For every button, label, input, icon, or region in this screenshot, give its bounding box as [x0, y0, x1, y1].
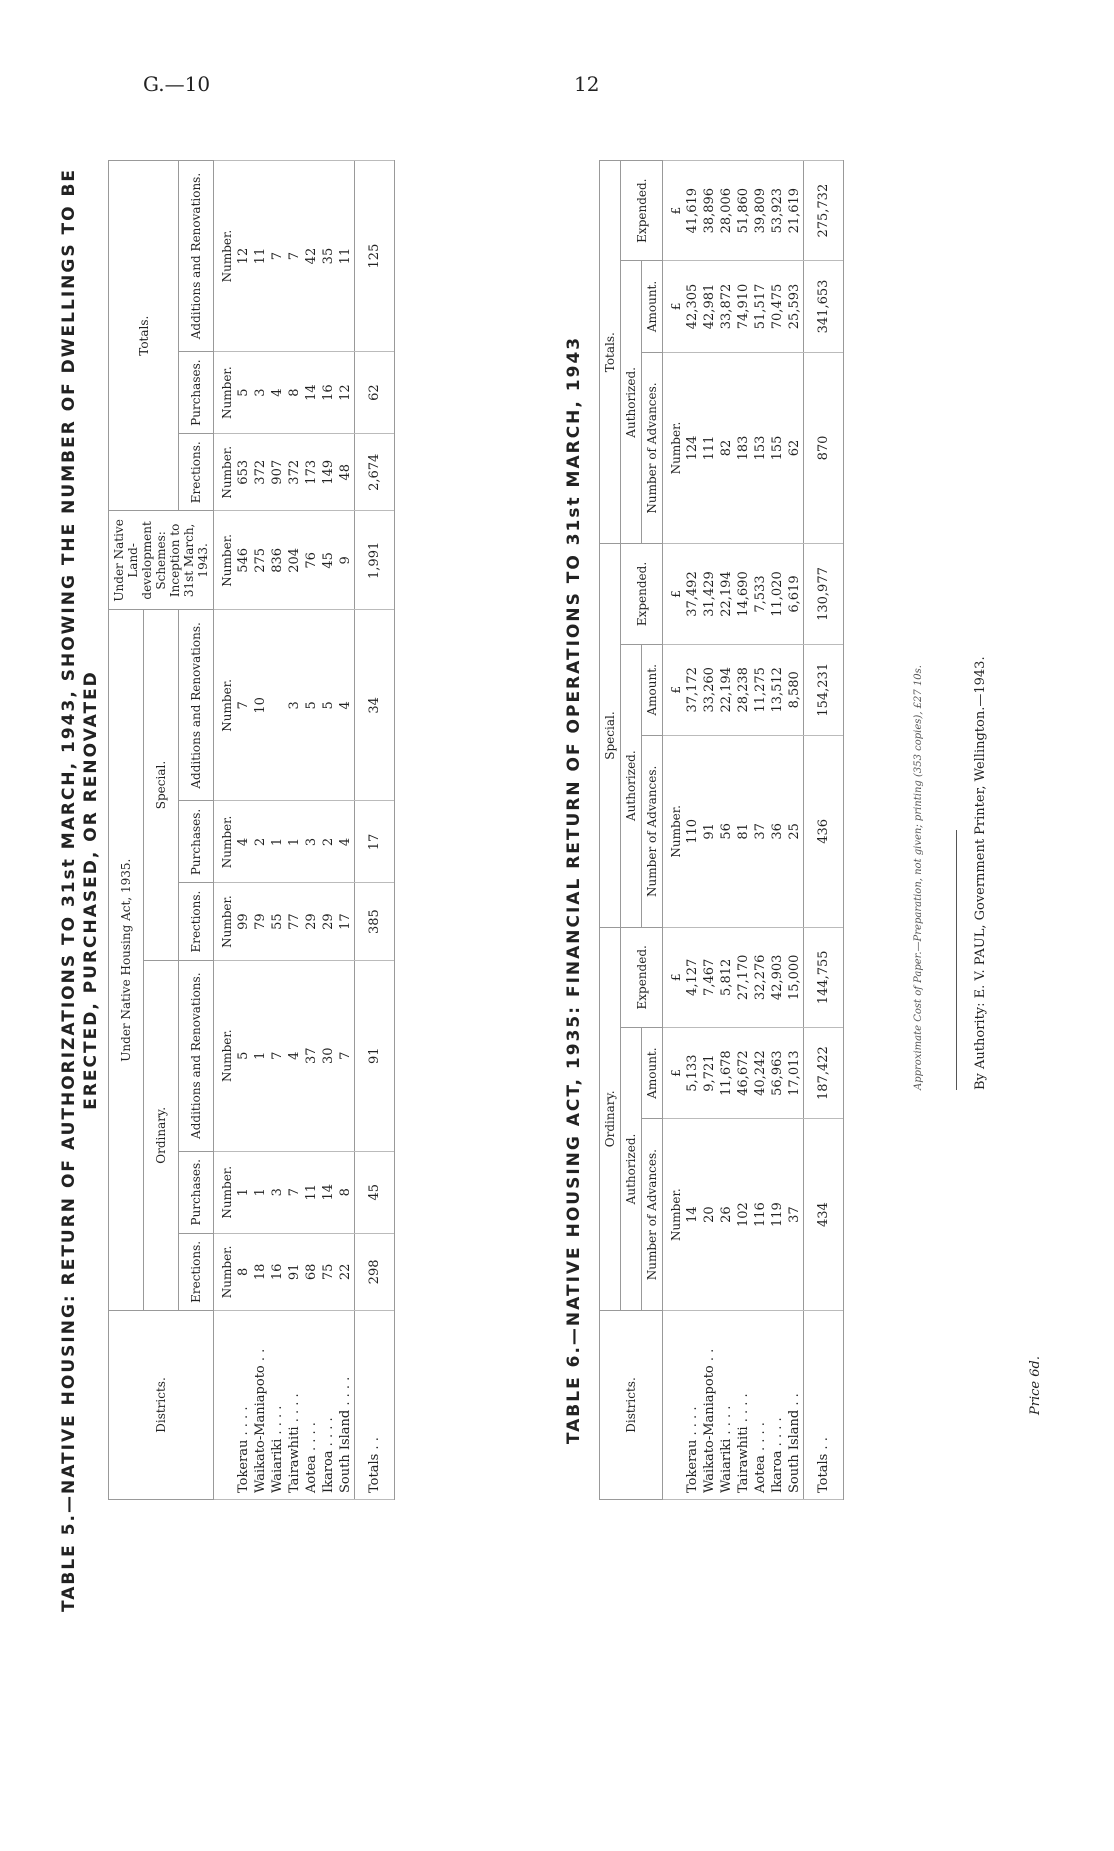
table-cell: 37,172	[684, 644, 701, 735]
table-cell: 4	[269, 352, 286, 434]
table-cell: 12	[337, 352, 355, 434]
table-cell: 149	[320, 434, 337, 511]
table-cell: 31,429	[701, 544, 718, 644]
table6-title: TABLE 6.—NATIVE HOUSING ACT, 1935: FINANCIAL RETURN OF OPERATIONS TO 31st MARCH, 1943	[564, 335, 584, 1445]
t6-head-amount: Amount.	[642, 261, 663, 352]
table-cell: 153	[752, 352, 769, 544]
t5-head-additions: Additions and Renovations.	[179, 610, 214, 801]
table-cell: 81	[735, 735, 752, 927]
table-cell: 4,127	[684, 927, 701, 1027]
table-cell: 1	[252, 960, 269, 1151]
table-cell: 14	[303, 352, 320, 434]
table-cell: 14,690	[735, 544, 752, 644]
district-name: Tokerau . . . .	[235, 1311, 252, 1500]
t6-head-authorized: Authorized.	[621, 644, 642, 927]
table-cell: 372	[252, 434, 269, 511]
t6-unit-cell: £	[663, 927, 685, 1027]
district-name: Waikato-Maniapoto . .	[252, 1311, 269, 1500]
table-cell: 3	[252, 352, 269, 434]
table-cell: 39,809	[752, 161, 769, 261]
totals-cell: 34	[355, 610, 395, 801]
t5-unit-cell: Number.	[214, 161, 236, 352]
table-cell: 8	[286, 352, 303, 434]
table-cell: 53,923	[769, 161, 786, 261]
table-cell: 17	[337, 883, 355, 960]
table-cell: 33,872	[718, 261, 735, 352]
t6-body	[663, 161, 844, 1500]
table-cell: 907	[269, 434, 286, 511]
totals-cell: 385	[355, 883, 395, 960]
district-name: South Island . . . .	[337, 1311, 355, 1500]
table-cell: 116	[752, 1119, 769, 1311]
divider	[956, 830, 957, 1090]
table-cell: 21,619	[786, 161, 804, 261]
t6-unit-cell: Number.	[663, 352, 685, 544]
table-cell: 124	[684, 352, 701, 544]
table-cell: 204	[286, 511, 303, 610]
table-row	[286, 161, 303, 1500]
table-row	[337, 161, 355, 1500]
table-cell: 45	[320, 511, 337, 610]
t5-head-erections: Erections.	[179, 434, 214, 511]
t6-totals-row	[804, 161, 844, 1500]
table-cell: 4	[337, 610, 355, 801]
totals-cell: 187,422	[804, 1027, 844, 1118]
t5-unit-blank	[214, 1311, 236, 1500]
table-cell: 51,517	[752, 261, 769, 352]
district-name: Tairawhiti . . . .	[735, 1311, 752, 1500]
district-name: Ikaroa . . . .	[769, 1311, 786, 1500]
totals-cell: 1,991	[355, 511, 395, 610]
t6-head-totals: Totals.	[600, 161, 621, 544]
table-cell: 33,260	[701, 644, 718, 735]
t6-unit-row	[663, 161, 685, 1500]
table-cell: 18	[252, 1233, 269, 1310]
table-cell: 4	[286, 960, 303, 1151]
totals-label: Totals . .	[804, 1311, 844, 1500]
t6-head-advances: Number of Advances.	[642, 352, 663, 544]
table5-title-line1: TABLE 5.—NATIVE HOUSING: RETURN OF AUTHORIZATIONS TO 31st MARCH, 1943, SHOWING THE NUMBER OF DWELLINGS TO BE	[59, 167, 79, 1613]
t5-head-districts: Districts.	[109, 1311, 214, 1500]
table-cell: 11,020	[769, 544, 786, 644]
t6-head-amount: Amount.	[642, 1027, 663, 1118]
t5-totals-row	[355, 161, 395, 1500]
table-cell: 25	[786, 735, 804, 927]
t6-unit-cell: Number.	[663, 1119, 685, 1311]
table-cell: 27,170	[735, 927, 752, 1027]
table-cell: 11,275	[752, 644, 769, 735]
table-row	[786, 161, 804, 1500]
totals-cell: 144,755	[804, 927, 844, 1027]
table-cell: 3	[269, 1151, 286, 1233]
table-cell: 102	[735, 1119, 752, 1311]
table-cell: 2	[252, 801, 269, 883]
district-name: Ikaroa . . . .	[320, 1311, 337, 1500]
t6-head-districts: Districts.	[600, 1311, 663, 1500]
table-cell: 8	[337, 1151, 355, 1233]
table-cell: 110	[684, 735, 701, 927]
table-cell: 41,619	[684, 161, 701, 261]
table-cell: 37,492	[684, 544, 701, 644]
t5-unit-cell: Number.	[214, 352, 236, 434]
t6-unit-cell: £	[663, 1027, 685, 1118]
table-row	[252, 161, 269, 1500]
table-cell: 17,013	[786, 1027, 804, 1118]
table-cell: 275	[252, 511, 269, 610]
table-cell: 42,903	[769, 927, 786, 1027]
table-cell: 7	[235, 610, 252, 801]
table-cell: 16	[320, 352, 337, 434]
table-cell: 5	[303, 610, 320, 801]
t5-head-totals: Totals.	[109, 161, 179, 511]
table-cell: 3	[303, 801, 320, 883]
table-row	[701, 161, 718, 1500]
t6-unit-cell: £	[663, 544, 685, 644]
t5-unit-cell: Number.	[214, 610, 236, 801]
table-cell: 82	[718, 352, 735, 544]
t5-head-additions: Additions and Renovations.	[179, 161, 214, 352]
table-cell: 5,812	[718, 927, 735, 1027]
totals-cell: 45	[355, 1151, 395, 1233]
table-cell: 7	[269, 960, 286, 1151]
table-row	[303, 161, 320, 1500]
table-cell: 111	[701, 352, 718, 544]
table-cell: 42,981	[701, 261, 718, 352]
t5-head-purchases: Purchases.	[179, 1151, 214, 1233]
totals-label: Totals . .	[355, 1311, 395, 1500]
totals-cell: 275,732	[804, 161, 844, 261]
t5-unit-cell: Number.	[214, 434, 236, 511]
t5-unit-cell: Number.	[214, 1233, 236, 1310]
table-cell: 7	[286, 1151, 303, 1233]
table-cell: 183	[735, 352, 752, 544]
table-cell: 74,910	[735, 261, 752, 352]
totals-cell: 91	[355, 960, 395, 1151]
table-cell: 99	[235, 883, 252, 960]
t5-head-act: Under Native Housing Act, 1935.	[109, 610, 144, 1311]
t6-unit-cell: £	[663, 161, 685, 261]
t5-head-additions: Additions and Renovations.	[179, 960, 214, 1151]
table-cell: 546	[235, 511, 252, 610]
table-cell: 11,678	[718, 1027, 735, 1118]
t5-head-purchases: Purchases.	[179, 352, 214, 434]
table-cell: 37	[303, 960, 320, 1151]
cost-note: Approximate Cost of Paper.—Preparation, not given; printing (353 copies), £27 10s.	[913, 665, 924, 1090]
t5-unit-cell: Number.	[214, 1151, 236, 1233]
table-cell: 1	[269, 801, 286, 883]
table-row	[320, 161, 337, 1500]
table-cell: 2	[320, 801, 337, 883]
table-cell: 11	[303, 1151, 320, 1233]
t5-head-land-dev: Under Native Land-development Schemes: Inception to 31st March, 1943.	[109, 511, 214, 610]
table5	[108, 160, 395, 1500]
table-cell: 76	[303, 511, 320, 610]
totals-cell: 125	[355, 161, 395, 352]
totals-cell: 154,231	[804, 644, 844, 735]
table-cell: 75	[320, 1233, 337, 1310]
table-cell: 173	[303, 434, 320, 511]
totals-cell: 62	[355, 352, 395, 434]
t5-head-ordinary: Ordinary.	[144, 960, 179, 1310]
table-cell: 7	[286, 161, 303, 352]
t6-head-authorized: Authorized.	[621, 1027, 642, 1310]
table-cell: 8	[235, 1233, 252, 1310]
table-cell: 46,672	[735, 1027, 752, 1118]
table-cell: 35	[320, 161, 337, 352]
t6-unit-cell: £	[663, 644, 685, 735]
t6-head-advances: Number of Advances.	[642, 1119, 663, 1311]
table-cell: 28,238	[735, 644, 752, 735]
table-cell: 7,467	[701, 927, 718, 1027]
table-cell: 26	[718, 1119, 735, 1311]
district-name: Tairawhiti . . . .	[286, 1311, 303, 1500]
table-row	[735, 161, 752, 1500]
table-cell: 7	[337, 960, 355, 1151]
t5-unit-cell: Number.	[214, 960, 236, 1151]
t5-head-special: Special.	[144, 610, 179, 960]
table-row	[752, 161, 769, 1500]
t6-head-expended: Expended.	[621, 927, 663, 1027]
table-cell: 40,242	[752, 1027, 769, 1118]
t5-unit-cell: Number.	[214, 883, 236, 960]
district-name: Waiariki . . . .	[718, 1311, 735, 1500]
page-number: 12	[574, 72, 600, 96]
table-cell: 9	[337, 511, 355, 610]
district-name: Aotea . . . .	[303, 1311, 320, 1500]
table-cell: 29	[320, 883, 337, 960]
t6-head-authorized: Authorized.	[621, 261, 642, 544]
table-cell: 56,963	[769, 1027, 786, 1118]
district-name: Waiariki . . . .	[269, 1311, 286, 1500]
table-cell: 4	[235, 801, 252, 883]
t6-head-advances: Number of Advances.	[642, 735, 663, 927]
table-row	[684, 161, 701, 1500]
table-cell: 70,475	[769, 261, 786, 352]
table-cell: 28,006	[718, 161, 735, 261]
t6-head-special: Special.	[600, 544, 621, 927]
table-cell: 42,305	[684, 261, 701, 352]
rotated-sheet	[58, 130, 1058, 1650]
table-cell: 16	[269, 1233, 286, 1310]
table-cell: 22	[337, 1233, 355, 1310]
table-cell: 38,896	[701, 161, 718, 261]
totals-cell: 130,977	[804, 544, 844, 644]
table5-title-line2: ERECTED, PURCHASED, OR RENOVATED	[81, 670, 101, 1110]
t6-unit-blank	[663, 1311, 685, 1500]
table-cell: 48	[337, 434, 355, 511]
table-cell: 91	[701, 735, 718, 927]
table-cell: 5	[235, 352, 252, 434]
t5-head-erections: Erections.	[179, 1233, 214, 1310]
table-cell	[269, 610, 286, 801]
table-cell: 1	[286, 801, 303, 883]
district-name: Waikato-Maniapoto . .	[701, 1311, 718, 1500]
table-cell: 1	[235, 1151, 252, 1233]
table-cell: 1	[252, 1151, 269, 1233]
table-cell: 36	[769, 735, 786, 927]
table-cell: 11	[337, 161, 355, 352]
table-cell: 9,721	[701, 1027, 718, 1118]
page-header-code: G.—10	[143, 72, 211, 96]
table-cell: 3	[286, 610, 303, 801]
totals-cell: 434	[804, 1119, 844, 1311]
table-cell: 5,133	[684, 1027, 701, 1118]
table-cell: 25,593	[786, 261, 804, 352]
table-cell: 62	[786, 352, 804, 544]
table-row	[769, 161, 786, 1500]
table-cell: 4	[337, 801, 355, 883]
table-cell: 22,194	[718, 544, 735, 644]
totals-cell: 2,674	[355, 434, 395, 511]
t5-unit-cell: Number.	[214, 801, 236, 883]
table6	[599, 160, 844, 1500]
table-cell: 32,276	[752, 927, 769, 1027]
table-cell: 79	[252, 883, 269, 960]
totals-cell: 870	[804, 352, 844, 544]
table-cell: 37	[752, 735, 769, 927]
table-cell: 12	[235, 161, 252, 352]
t5-head-purchases: Purchases.	[179, 801, 214, 883]
table-cell: 653	[235, 434, 252, 511]
district-name: South Island . .	[786, 1311, 804, 1500]
table-cell: 13,512	[769, 644, 786, 735]
price-note: Price 6d.	[1028, 1356, 1043, 1415]
table-row	[718, 161, 735, 1500]
table-cell: 155	[769, 352, 786, 544]
table-cell: 37	[786, 1119, 804, 1311]
table-cell: 6,619	[786, 544, 804, 644]
t6-head-ordinary: Ordinary.	[600, 927, 621, 1310]
table-cell: 68	[303, 1233, 320, 1310]
t5-body	[214, 161, 395, 1500]
table-cell: 11	[252, 161, 269, 352]
table-cell: 55	[269, 883, 286, 960]
table-cell: 8,580	[786, 644, 804, 735]
table-cell: 14	[320, 1151, 337, 1233]
table-cell: 42	[303, 161, 320, 352]
district-name: Tokerau . . . .	[684, 1311, 701, 1500]
t5-unit-cell: Number.	[214, 511, 236, 610]
table-cell: 29	[303, 883, 320, 960]
table-row	[235, 161, 252, 1500]
table5-section	[58, 130, 382, 1650]
table6-section	[563, 130, 831, 1650]
table-cell: 91	[286, 1233, 303, 1310]
totals-cell: 17	[355, 801, 395, 883]
t5-unit-row	[214, 161, 236, 1500]
table-cell: 20	[701, 1119, 718, 1311]
t6-unit-cell: £	[663, 261, 685, 352]
table-cell: 836	[269, 511, 286, 610]
table-cell: 5	[320, 610, 337, 801]
table-cell: 372	[286, 434, 303, 511]
district-name: Aotea . . . .	[752, 1311, 769, 1500]
table-cell: 5	[235, 960, 252, 1151]
t5-head-erections: Erections.	[179, 883, 214, 960]
table-cell: 77	[286, 883, 303, 960]
table-cell: 10	[252, 610, 269, 801]
t6-unit-cell: Number.	[663, 735, 685, 927]
totals-cell: 298	[355, 1233, 395, 1310]
table-row	[269, 161, 286, 1500]
table-cell: 30	[320, 960, 337, 1151]
t6-head-expended: Expended.	[621, 161, 663, 261]
table-cell: 51,860	[735, 161, 752, 261]
table-cell: 7,533	[752, 544, 769, 644]
table5-title	[58, 130, 102, 1650]
table-cell: 119	[769, 1119, 786, 1311]
t6-head-expended: Expended.	[621, 544, 663, 644]
t6-head-amount: Amount.	[642, 644, 663, 735]
table-cell: 15,000	[786, 927, 804, 1027]
authority-line: By Authority: E. V. PAUL, Government Printer, Wellington.—1943.	[973, 656, 988, 1090]
totals-cell: 436	[804, 735, 844, 927]
table-cell: 22,194	[718, 644, 735, 735]
table-cell: 7	[269, 161, 286, 352]
table-cell: 56	[718, 735, 735, 927]
totals-cell: 341,653	[804, 261, 844, 352]
table-cell: 14	[684, 1119, 701, 1311]
